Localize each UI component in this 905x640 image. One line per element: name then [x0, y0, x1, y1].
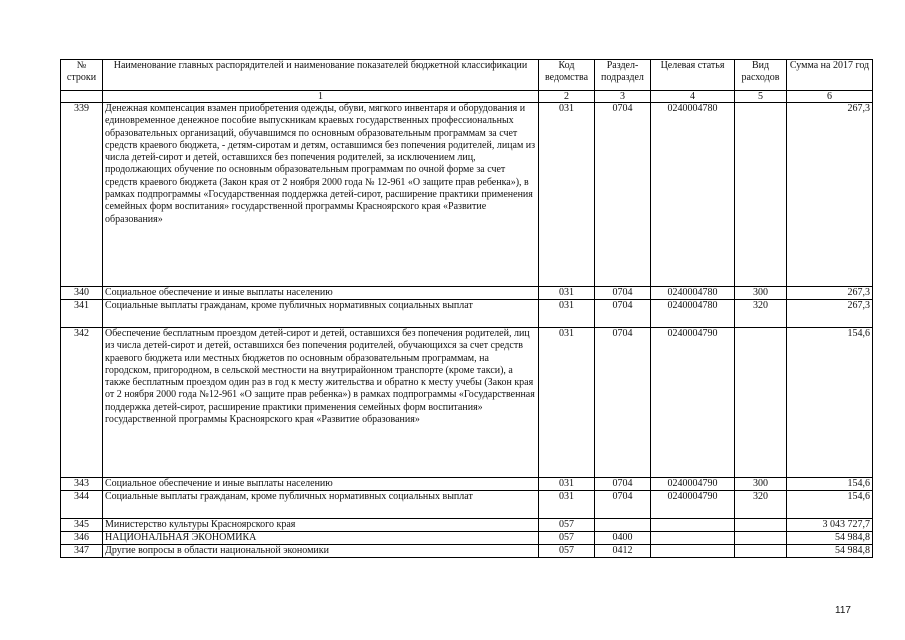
row-sum: 154,6: [787, 491, 873, 519]
table-row: [61, 478, 873, 491]
row-sum: 54 984,8: [787, 532, 873, 545]
row-name: Министерство культуры Красноярского края: [103, 519, 539, 532]
table-header-row: [61, 60, 873, 91]
row-sum: 54 984,8: [787, 545, 873, 558]
header-target-item: Целевая статья: [651, 60, 735, 91]
row-department-code: 057: [539, 519, 595, 532]
row-target-item: 0240004790: [651, 491, 735, 519]
table-row: [61, 491, 873, 519]
column-number: 2: [539, 91, 595, 103]
row-name: Социальное обеспечение и иные выплаты населению: [103, 478, 539, 491]
column-number-row: [61, 91, 873, 103]
column-number: 5: [735, 91, 787, 103]
row-expense-type: [735, 532, 787, 545]
row-target-item: 0240004780: [651, 287, 735, 300]
row-sum: 267,3: [787, 300, 873, 328]
row-target-item: 0240004790: [651, 328, 735, 478]
column-number: 3: [595, 91, 651, 103]
header-sum: Сумма на 2017 год: [787, 60, 873, 91]
row-name: НАЦИОНАЛЬНАЯ ЭКОНОМИКА: [103, 532, 539, 545]
row-name: Социальное обеспечение и иные выплаты населению: [103, 287, 539, 300]
page-number: 117: [835, 605, 851, 616]
column-number: 4: [651, 91, 735, 103]
budget-table: [60, 59, 873, 558]
row-expense-type: 320: [735, 491, 787, 519]
row-section: 0704: [595, 287, 651, 300]
column-number: 1: [103, 91, 539, 103]
row-section: [595, 519, 651, 532]
row-department-code: 057: [539, 545, 595, 558]
row-sum: 267,3: [787, 103, 873, 287]
row-section: 0704: [595, 328, 651, 478]
row-expense-type: 300: [735, 478, 787, 491]
table-row: [61, 328, 873, 478]
header-department-code: Код ведомства: [539, 60, 595, 91]
row-number: 341: [61, 300, 103, 328]
row-target-item: 0240004780: [651, 103, 735, 287]
row-number: 339: [61, 103, 103, 287]
row-department-code: 057: [539, 532, 595, 545]
row-section: 0704: [595, 103, 651, 287]
header-section: Раздел-подраздел: [595, 60, 651, 91]
row-number: 340: [61, 287, 103, 300]
row-target-item: [651, 545, 735, 558]
row-expense-type: [735, 103, 787, 287]
row-sum: 267,3: [787, 287, 873, 300]
table-row: [61, 300, 873, 328]
header-name: Наименование главных распорядителей и наименование показателей бюджетной классификации: [103, 60, 539, 91]
table-row: [61, 519, 873, 532]
table-row: [61, 532, 873, 545]
row-number: 345: [61, 519, 103, 532]
row-section: 0704: [595, 478, 651, 491]
row-section: 0412: [595, 545, 651, 558]
column-number: 6: [787, 91, 873, 103]
row-section: 0400: [595, 532, 651, 545]
row-target-item: 0240004780: [651, 300, 735, 328]
row-department-code: 031: [539, 103, 595, 287]
row-number: 343: [61, 478, 103, 491]
table-row: [61, 545, 873, 558]
row-name: Социальные выплаты гражданам, кроме публичных нормативных социальных выплат: [103, 491, 539, 519]
header-row-number: № строки: [61, 60, 103, 91]
row-name: Социальные выплаты гражданам, кроме публичных нормативных социальных выплат: [103, 300, 539, 328]
row-expense-type: [735, 519, 787, 532]
row-expense-type: [735, 328, 787, 478]
row-number: 346: [61, 532, 103, 545]
row-expense-type: 300: [735, 287, 787, 300]
row-department-code: 031: [539, 478, 595, 491]
table-row: [61, 287, 873, 300]
row-expense-type: [735, 545, 787, 558]
row-number: 344: [61, 491, 103, 519]
row-name: Денежная компенсация взамен приобретения одежды, обуви, мягкого инвентаря и оборудования и единовременное денежное пособие выпускникам краевых государственных профессиональных образовательных организаций, обучавшимся по основным образовательным программам за счет средств краевого бюджета, - детям-сиротам и детям, оставшимся без попечения родителей, лицам из числа детей-сирот и детей, оставшихся без попечения родителей, за исключением лиц, продолжающих обучение по основным образовательным программам по очной форме за счет средств краевого бюджета (Закон края от 2 ноября 2000 года № 12-961 «О защите прав ребенка»), в рамках подпрограммы «Государственная поддержка детей-сирот, расширение практики применения семейных форм воспитания» государственной программы Красноярского края «Развитие образования»: [103, 103, 539, 287]
row-target-item: [651, 519, 735, 532]
row-number: 347: [61, 545, 103, 558]
column-number-blank: [61, 91, 103, 103]
header-expense-type: Вид расходов: [735, 60, 787, 91]
row-name: Другие вопросы в области национальной экономики: [103, 545, 539, 558]
row-section: 0704: [595, 491, 651, 519]
row-sum: 154,6: [787, 328, 873, 478]
row-number: 342: [61, 328, 103, 478]
row-department-code: 031: [539, 491, 595, 519]
row-sum: 3 043 727,7: [787, 519, 873, 532]
row-department-code: 031: [539, 287, 595, 300]
row-department-code: 031: [539, 300, 595, 328]
row-name: Обеспечение бесплатным проездом детей-сирот и детей, оставшихся без попечения родителей, лиц из числа детей-сирот и детей, оставшихся без попечения родителей, обучающихся за счет средств краевого бюджета или местных бюджетов по основным образовательным программам, на городском, пригородном, в сельской местности на внутрирайонном транспорте (кроме такси), а также бесплатным проездом один раз в год к месту жительства и обратно к месту учебы (Закон края от 2 ноября 2000 года №12-961 «О защите прав ребенка») в рамках подпрограммы «Государственная поддержка детей-сирот, расширение практики применения семейных форм воспитания» государственной программы Красноярского края «Развитие образования»: [103, 328, 539, 478]
row-department-code: 031: [539, 328, 595, 478]
row-expense-type: 320: [735, 300, 787, 328]
row-target-item: 0240004790: [651, 478, 735, 491]
row-section: 0704: [595, 300, 651, 328]
row-target-item: [651, 532, 735, 545]
row-sum: 154,6: [787, 478, 873, 491]
table-row: [61, 103, 873, 287]
